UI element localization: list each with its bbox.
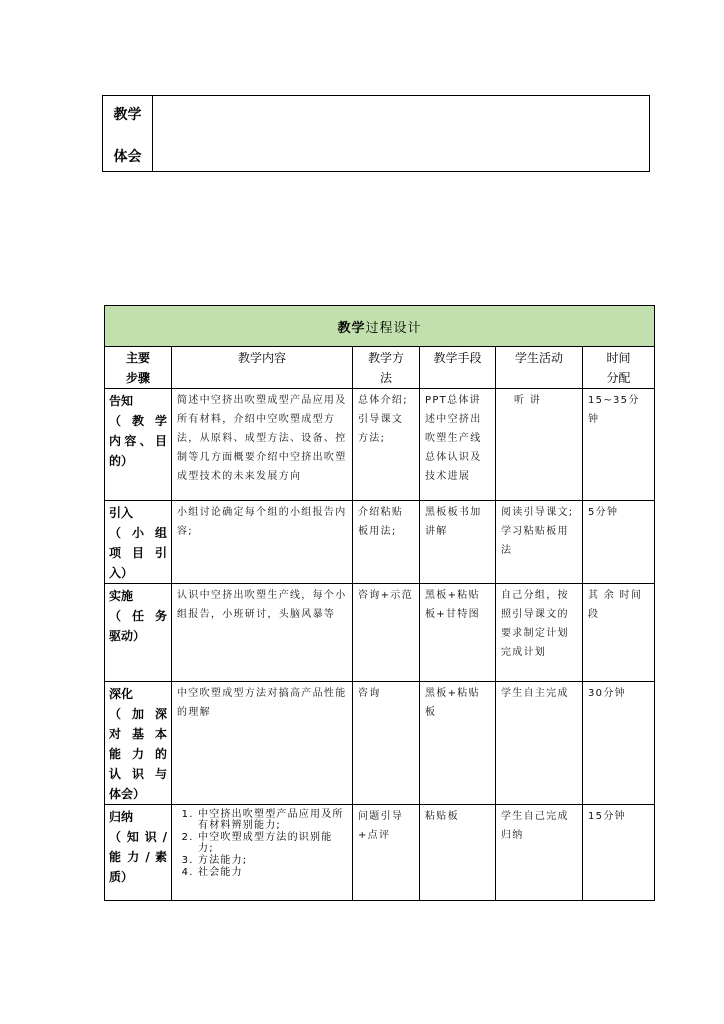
list-item: 3. 方法能力;: [198, 855, 348, 866]
list-item: 4. 社会能力: [198, 867, 348, 878]
method-cell: 咨询: [353, 682, 420, 805]
content-cell: 小组讨论确定每个组的小组报告内容;: [172, 501, 353, 584]
means-cell: 黑板+粘贴板: [420, 682, 496, 805]
content-cell: 认识中空挤出吹塑生产线，每个小组报告，小班研讨，头脑风暴等: [172, 584, 353, 682]
header-method: 教学方 法: [353, 347, 420, 389]
reflection-label-line1: 教学: [113, 107, 142, 123]
step-cell: 实施 （ 任 务 驱动）: [105, 584, 172, 682]
activity-cell: 学生自己完成归纳: [496, 805, 583, 901]
time-cell: 30分钟: [583, 682, 655, 805]
table-row: [105, 805, 655, 901]
step-cell: 告知 （ 教 学 内容、目 的）: [105, 389, 172, 501]
step-cell: 引入 （ 小 组 项 目 引 入）: [105, 501, 172, 584]
time-cell: 5分钟: [583, 501, 655, 584]
reflection-content-cell[interactable]: [153, 96, 650, 172]
list-item: 1. 中空挤出吹塑型产品应用及所有材料辨别能力;: [198, 809, 348, 831]
process-design-table: [104, 305, 655, 901]
header-step: 主要 步骤: [105, 347, 172, 389]
table-row: [105, 682, 655, 805]
time-cell: 其 余 时间段: [583, 584, 655, 682]
header-activity: 学生活动: [496, 347, 583, 389]
header-time: 时间 分配: [583, 347, 655, 389]
process-title: 教学过程设计: [105, 306, 655, 347]
ability-list: [176, 809, 348, 878]
activity-cell: 自己分组，按照引导课文的要求制定计划完成计划: [496, 584, 583, 682]
means-cell: 粘贴板: [420, 805, 496, 901]
content-cell: 简述中空挤出吹塑成型产品应用及所有材料，介绍中空吹塑成型方法，从原料、成型方法、设备、控制等几方面概要介绍中空挤出吹塑成型技术的未来发展方向: [172, 389, 353, 501]
step-cell: 归纳 （ 知 识 / 能 力 / 素 质）: [105, 805, 172, 901]
header-means: 教学手段: [420, 347, 496, 389]
reflection-label-cell: [103, 96, 153, 172]
header-row: [105, 347, 655, 389]
table-row: [105, 389, 655, 501]
reflection-table: [102, 95, 650, 172]
table-row: [105, 501, 655, 584]
time-cell: 15~35分钟: [583, 389, 655, 501]
content-cell: [172, 805, 353, 901]
list-item: 2. 中空吹塑成型方法的识别能力;: [198, 832, 348, 854]
means-cell: 黑板+粘贴板+甘特图: [420, 584, 496, 682]
means-cell: 黑板板书加讲解: [420, 501, 496, 584]
step-cell: 深化 （ 加 深 对 基 本 能 力 的 认 识 与 体会）: [105, 682, 172, 805]
method-cell: 总体介绍;引导课文方法;: [353, 389, 420, 501]
activity-cell: 听 讲: [496, 389, 583, 501]
method-cell: 介绍粘贴板用法;: [353, 501, 420, 584]
time-cell: 15分钟: [583, 805, 655, 901]
method-cell: 问题引导+点评: [353, 805, 420, 901]
activity-cell: 学生自主完成: [496, 682, 583, 805]
method-cell: 咨询+示范: [353, 584, 420, 682]
content-cell: 中空吹塑成型方法对搞高产品性能的理解: [172, 682, 353, 805]
table-row: [105, 584, 655, 682]
reflection-label-line2: 体会: [113, 149, 142, 165]
header-content: 教学内容: [172, 347, 353, 389]
activity-cell: 阅读引导课文;学习粘贴板用法: [496, 501, 583, 584]
means-cell: PPT总体讲述中空挤出吹塑生产线总体认识及技术进展: [420, 389, 496, 501]
